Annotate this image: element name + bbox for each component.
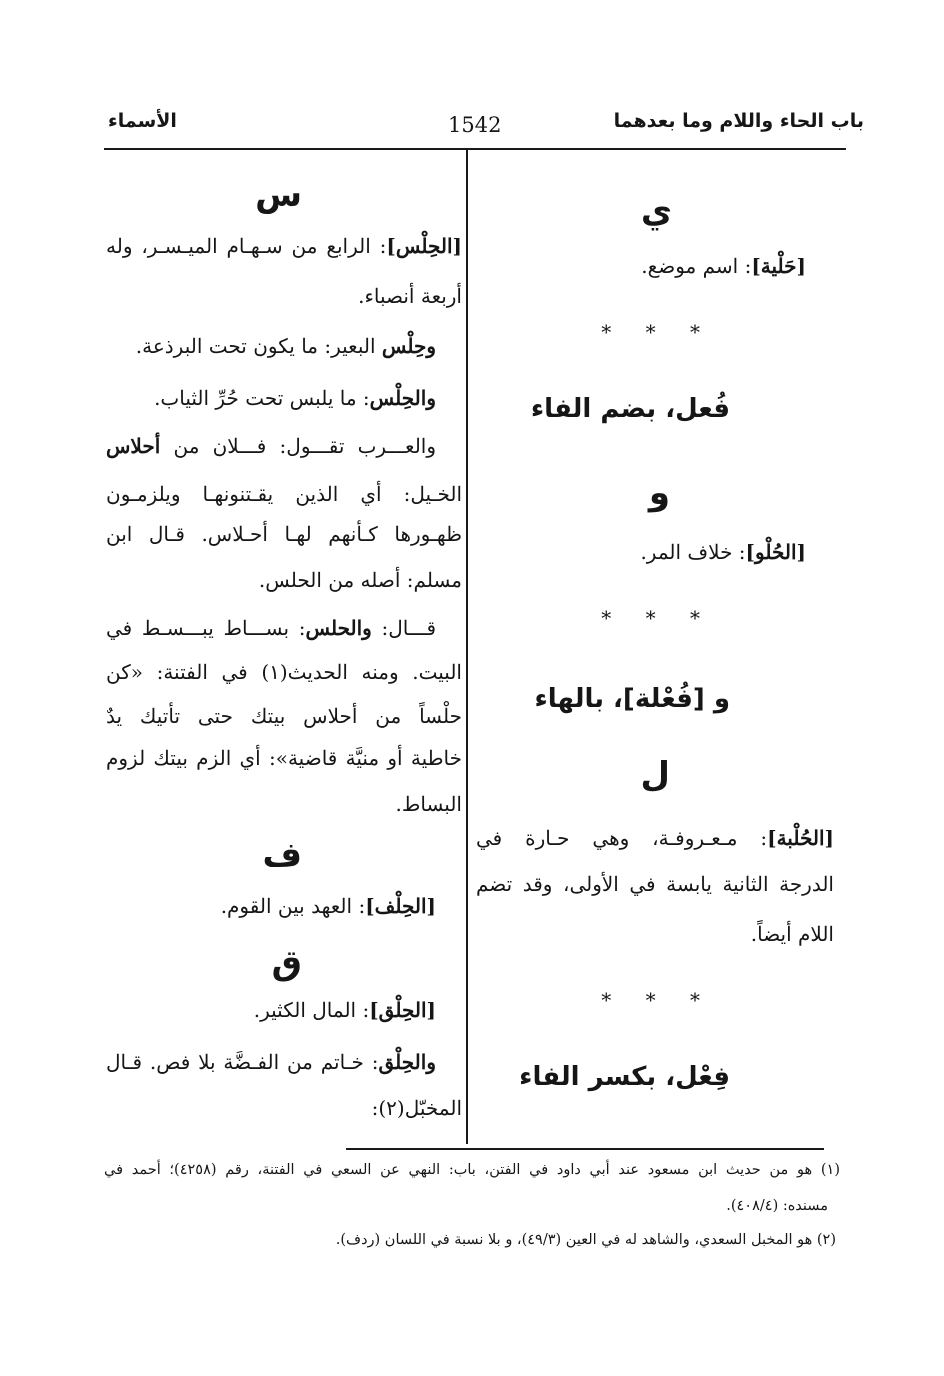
entry-hulba-line-1 (476, 828, 834, 848)
entry-term: وحِلْس (381, 334, 436, 358)
entry-ahlas-line-4: مسلم: أصله من الحلس. (258, 568, 462, 592)
entry-term: [حَلْية] (751, 254, 806, 278)
entry-term: [الحِلْق] (369, 998, 436, 1022)
entry-hilq-khatam-line-1 (106, 1052, 436, 1072)
entry-term: والحِلْق (378, 1050, 436, 1074)
entry-definition: : ما يلبس تحت حُرِّ الثياب. (154, 386, 370, 410)
entry-definition: : المال الكثير. (253, 998, 370, 1022)
letter-heading-qaf: ق (271, 943, 302, 983)
entry-definition: : مـعـروفـة، وهي حـارة في (476, 826, 768, 850)
footnote-rule (346, 1148, 824, 1150)
entry-ahlas-line-2: الخـيل: أي الذين يقـتنونهـا ويلزمـون (106, 482, 462, 506)
entry-hils-thiyab (154, 388, 436, 408)
entry-hilf (221, 896, 436, 916)
footnote-1-line-2: مسنده: (٤٠٨/٤). (726, 1198, 828, 1214)
entry-term: [الحُلْبة] (767, 826, 834, 850)
entry-hils-line-2: أربعة أنصباء. (358, 284, 462, 308)
right-column (476, 0, 834, 1140)
entry-bisat-line-5: البساط. (395, 792, 462, 816)
entry-term: [الحِلْس] (386, 234, 462, 258)
page-number: 1542 (448, 113, 502, 137)
entry-definition: : خـاتم من الفـضَّة بلا فص. قـال (106, 1050, 379, 1074)
entry-ahlas-line-1 (106, 436, 436, 456)
entry-hulba-line-3: اللام أيضاً. (750, 922, 834, 946)
column-divider (466, 150, 468, 1144)
entry-hulba-line-2: الدرجة الثانية يابسة في الأولى، وقد تضم (476, 872, 834, 896)
entry-hilq-khatam-line-2: المخبّل(٢): (371, 1096, 462, 1120)
entry-definition: البعير: ما يكون تحت البرذعة. (135, 334, 382, 358)
running-header-chapter: باب الحاء واللام وما بعدهما (613, 110, 864, 132)
entry-bisat-line-1 (106, 618, 436, 638)
entry-definition: : خلاف المر. (640, 540, 746, 564)
left-column (106, 0, 462, 1140)
entry-term: [الحِلْف] (365, 894, 436, 918)
entry-halya (641, 256, 806, 276)
letter-heading-fa: ف (262, 835, 302, 875)
entry-text: : بســـاط يبـــسـط في (106, 616, 306, 640)
entry-hilq (254, 1000, 436, 1020)
entry-hils-ba3ir (136, 336, 436, 356)
entry-term: [الحُلْو] (745, 540, 806, 564)
entry-definition: : العهد بين القوم. (220, 894, 366, 918)
separator-stars: * * * (601, 988, 714, 1012)
letter-heading-lam: ل (640, 755, 670, 795)
entry-definition: : الرابع من سـهـام الميـسـر، وله (106, 234, 387, 258)
entry-hils-line-1 (106, 236, 462, 256)
section-heading-fu3l: فُعل، بضم الفاء (530, 394, 730, 424)
footnote-1-line-1: (١) هو من حديث ابن مسعود عند أبي داود في الفتن، باب: النهي عن السعي في الفتنة، رقم (٤٢٥٨)؛ أحمد في (104, 1162, 840, 1178)
letter-heading-ya: ي (640, 191, 672, 231)
section-heading-fi3l: فِعْل، بكسر الفاء (519, 1062, 730, 1092)
entry-term: والحلس (305, 616, 372, 640)
separator-stars: * * * (601, 320, 714, 344)
letter-heading-waw: و (648, 473, 670, 513)
entry-ahlas-line-3: ظهـورها كـأنهم لهـا أحـلاس. قـال ابن (106, 522, 462, 546)
entry-hulw (640, 542, 806, 562)
entry-term: والحِلْس (369, 386, 436, 410)
separator-stars: * * * (601, 606, 714, 630)
entry-text: قـــال: (371, 616, 436, 640)
footnote-2: (٢) هو المخبل السعدي، والشاهد له في العين (٤٩/٣)، و بلا نسبة في اللسان (ردف). (335, 1232, 836, 1248)
section-heading-fu3la: و [فُعْلة]، بالهاء (534, 684, 730, 714)
entry-term: أحلاس (106, 434, 161, 458)
entry-definition: : اسم موضع. (641, 254, 752, 278)
entry-bisat-line-4: خاطية أو منيَّة قاضية»: أي الزم بيتك لزوم (106, 746, 462, 770)
entry-bisat-line-3: حلْساً من أحلاس بيتك حتى تأتيك يدٌ (106, 704, 462, 728)
entry-bisat-line-2: البيت. ومنه الحديث(١) في الفتنة: «كن (106, 660, 462, 684)
letter-heading-sin: س (255, 175, 302, 215)
running-header-section: الأسماء (108, 110, 177, 132)
entry-text: والعـــرب تقـــول: فـــلان من (160, 434, 436, 458)
